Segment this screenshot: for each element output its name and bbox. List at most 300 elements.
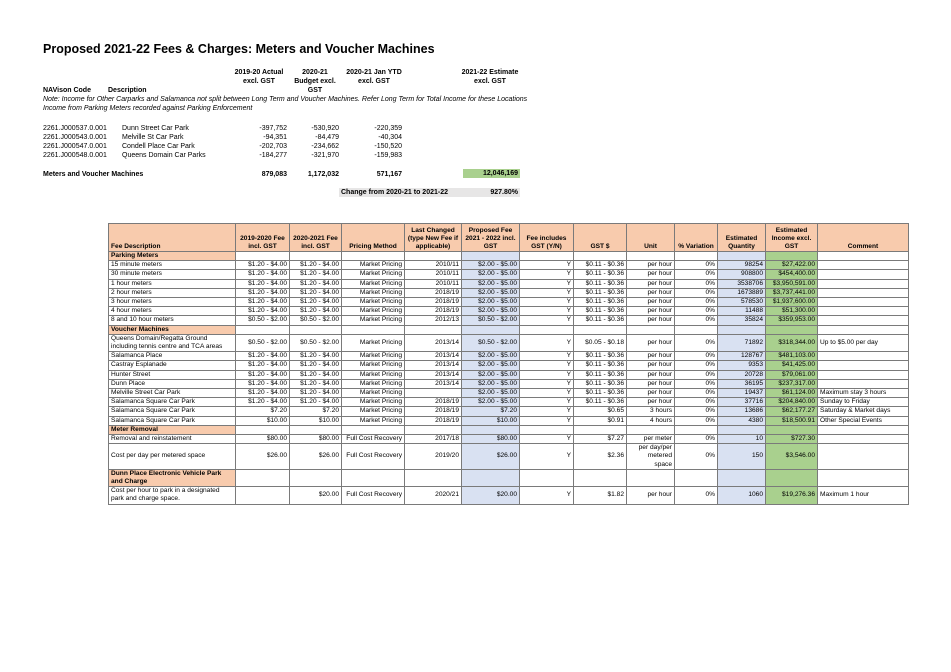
- cell-fee-includes-gst: Y: [520, 298, 574, 307]
- section-empty-cell: [342, 325, 405, 334]
- section-title: Voucher Machines: [109, 325, 236, 334]
- cell-estimated-income: $481,103.00: [766, 352, 818, 361]
- cell-fee-1920: [236, 487, 290, 504]
- cell-gst: $0.11 - $0.36: [574, 298, 627, 307]
- section-empty-cell: [574, 252, 627, 261]
- cell-comment: [818, 307, 909, 316]
- summary-row-code: 2261.J000537.0.001: [43, 125, 107, 132]
- cell-variation: 0%: [675, 361, 718, 370]
- cell-gst: $0.11 - $0.36: [574, 288, 627, 297]
- cell-pricing-method: Full Cost Recovery: [342, 435, 405, 444]
- cell-last-changed: 2012/13: [405, 316, 462, 325]
- cell-pricing-method: Full Cost Recovery: [342, 444, 405, 470]
- cell-last-changed: 2019/20: [405, 444, 462, 470]
- cell-fee-1920: $1.20 - $4.00: [236, 279, 290, 288]
- cell-pricing-method: Market Pricing: [342, 298, 405, 307]
- summary-row-budget: -84,479: [315, 134, 339, 141]
- cell-unit: per hour: [627, 398, 675, 407]
- summary-total-ytd: 571,167: [376, 171, 402, 178]
- cell-variation: 0%: [675, 307, 718, 316]
- cell-proposed-fee: $2.00 - $5.00: [462, 370, 520, 379]
- header-description: Description: [108, 87, 147, 94]
- table-row: [109, 316, 909, 325]
- cell-fee-includes-gst: Y: [520, 279, 574, 288]
- cell-pricing-method: Market Pricing: [342, 370, 405, 379]
- cell-fee-description: Cost per hour to park in a designated park and charge space.: [109, 487, 236, 504]
- cell-estimated-quantity: 71892: [718, 334, 766, 351]
- section-empty-cell: [236, 325, 290, 334]
- table-row: [109, 444, 909, 470]
- cell-estimated-quantity: 19437: [718, 389, 766, 398]
- section-empty-cell: [627, 252, 675, 261]
- cell-pricing-method: Market Pricing: [342, 416, 405, 425]
- table-row: [109, 261, 909, 270]
- cell-pricing-method: Market Pricing: [342, 389, 405, 398]
- cell-last-changed: 2018/19: [405, 307, 462, 316]
- cell-last-changed: 2013/14: [405, 379, 462, 388]
- cell-last-changed: 2018/19: [405, 407, 462, 416]
- table-row: [109, 379, 909, 388]
- cell-comment: [818, 361, 909, 370]
- cell-fee-includes-gst: Y: [520, 416, 574, 425]
- col-pricing-method: Pricing Method: [342, 224, 405, 252]
- cell-variation: 0%: [675, 316, 718, 325]
- cell-estimated-quantity: 3538706: [718, 279, 766, 288]
- summary-change-label: Change from 2020-21 to 2021-22: [339, 188, 456, 197]
- cell-unit: per hour: [627, 288, 675, 297]
- cell-variation: 0%: [675, 407, 718, 416]
- cell-proposed-fee: $7.20: [462, 407, 520, 416]
- cell-pricing-method: Market Pricing: [342, 361, 405, 370]
- table-row: [109, 407, 909, 416]
- cell-gst: $2.36: [574, 444, 627, 470]
- section-empty-cell: [574, 469, 627, 486]
- cell-comment: Maximum stay 3 hours: [818, 389, 909, 398]
- col-unit: Unit: [627, 224, 675, 252]
- summary-row-ytd: -220,359: [374, 125, 402, 132]
- cell-estimated-income: $359,953.00: [766, 316, 818, 325]
- summary-total-actual: 879,083: [261, 171, 287, 178]
- cell-comment: [818, 316, 909, 325]
- cell-unit: per hour: [627, 487, 675, 504]
- cell-last-changed: 2018/19: [405, 416, 462, 425]
- table-row: [109, 416, 909, 425]
- summary-row-description: Condell Place Car Park: [122, 143, 195, 150]
- section-empty-cell: [766, 325, 818, 334]
- cell-fee-1920: $0.50 - $2.00: [236, 316, 290, 325]
- section-empty-cell: [290, 425, 342, 434]
- cell-variation: 0%: [675, 379, 718, 388]
- table-row: [109, 370, 909, 379]
- cell-fee-1920: $1.20 - $4.00: [236, 361, 290, 370]
- cell-unit: per hour: [627, 370, 675, 379]
- cell-gst: $0.11 - $0.36: [574, 361, 627, 370]
- col-estimated-quantity: Estimated Quantity: [718, 224, 766, 252]
- cell-fee-description: Queens Domain/Regatta Ground including tennis centre and TCA areas: [109, 334, 236, 351]
- col-fee-description: Fee Description: [109, 224, 236, 252]
- cell-fee-2021: $1.20 - $4.00: [290, 270, 342, 279]
- cell-gst: $7.27: [574, 435, 627, 444]
- cell-fee-includes-gst: Y: [520, 361, 574, 370]
- cell-comment: Sunday to Friday: [818, 398, 909, 407]
- cell-fee-description: 2 hour meters: [109, 288, 236, 297]
- cell-fee-description: Salamanca Square Car Park: [109, 398, 236, 407]
- cell-estimated-income: $727.30: [766, 435, 818, 444]
- summary-row-description: Queens Domain Car Parks: [122, 152, 206, 159]
- cell-unit: 4 hours: [627, 416, 675, 425]
- cell-proposed-fee: $2.00 - $5.00: [462, 389, 520, 398]
- cell-comment: Maximum 1 hour: [818, 487, 909, 504]
- summary-row-code: 2261.J000547.0.001: [43, 143, 107, 150]
- section-empty-cell: [290, 469, 342, 486]
- cell-estimated-quantity: 9353: [718, 361, 766, 370]
- cell-estimated-quantity: 11488: [718, 307, 766, 316]
- cell-fee-2021: $0.50 - $2.00: [290, 316, 342, 325]
- cell-comment: [818, 352, 909, 361]
- cell-estimated-income: $18,500.91: [766, 416, 818, 425]
- table-row: [109, 298, 909, 307]
- cell-proposed-fee: $2.00 - $5.00: [462, 398, 520, 407]
- cell-estimated-quantity: 20728: [718, 370, 766, 379]
- cell-fee-includes-gst: Y: [520, 487, 574, 504]
- section-title: Parking Meters: [109, 252, 236, 261]
- cell-fee-description: 8 and 10 hour meters: [109, 316, 236, 325]
- cell-fee-2021: $7.20: [290, 407, 342, 416]
- cell-fee-2021: $80.00: [290, 435, 342, 444]
- section-empty-cell: [818, 425, 909, 434]
- cell-comment: [818, 444, 909, 470]
- summary-row-actual: -202,703: [259, 143, 287, 150]
- cell-variation: 0%: [675, 389, 718, 398]
- summary-row-ytd: -150,520: [374, 143, 402, 150]
- cell-fee-1920: $10.00: [236, 416, 290, 425]
- cell-gst: $0.11 - $0.36: [574, 307, 627, 316]
- cell-unit: per hour: [627, 389, 675, 398]
- cell-estimated-quantity: 1673889: [718, 288, 766, 297]
- section-header-row: [109, 325, 909, 334]
- cell-estimated-income: $51,300.00: [766, 307, 818, 316]
- section-empty-cell: [520, 325, 574, 334]
- cell-estimated-income: $62,177.27: [766, 407, 818, 416]
- section-empty-cell: [462, 425, 520, 434]
- cell-unit: per hour: [627, 361, 675, 370]
- summary-row-budget: -321,970: [311, 152, 339, 159]
- cell-fee-1920: $1.20 - $4.00: [236, 389, 290, 398]
- cell-fee-includes-gst: Y: [520, 379, 574, 388]
- section-empty-cell: [236, 469, 290, 486]
- cell-fee-1920: $0.50 - $2.00: [236, 334, 290, 351]
- summary-row-budget: -530,920: [311, 125, 339, 132]
- cell-unit: per hour: [627, 307, 675, 316]
- section-empty-cell: [462, 469, 520, 486]
- cell-proposed-fee: $2.00 - $5.00: [462, 361, 520, 370]
- header-estimate-2122: 2021-22 Estimate excl. GST: [461, 69, 519, 85]
- section-empty-cell: [675, 425, 718, 434]
- section-title: Dunn Place Electronic Vehicle Park and Charge: [109, 469, 236, 486]
- cell-estimated-income: $454,400.00: [766, 270, 818, 279]
- cell-last-changed: 2010/11: [405, 279, 462, 288]
- col-variation: % Variation: [675, 224, 718, 252]
- col-fee-1920: 2019-2020 Fee incl. GST: [236, 224, 290, 252]
- cell-fee-2021: $1.20 - $4.00: [290, 379, 342, 388]
- header-navision-code: NAVison Code: [43, 87, 91, 94]
- cell-fee-1920: $1.20 - $4.00: [236, 352, 290, 361]
- cell-estimated-income: $204,840.00: [766, 398, 818, 407]
- table-row: [109, 487, 909, 504]
- cell-fee-includes-gst: Y: [520, 435, 574, 444]
- cell-proposed-fee: $0.50 - $2.00: [462, 334, 520, 351]
- cell-variation: 0%: [675, 398, 718, 407]
- cell-gst: $0.11 - $0.36: [574, 379, 627, 388]
- summary-total-budget: 1,172,032: [307, 171, 339, 178]
- cell-fee-2021: $1.20 - $4.00: [290, 398, 342, 407]
- cell-proposed-fee: $2.00 - $5.00: [462, 352, 520, 361]
- cell-pricing-method: Market Pricing: [342, 270, 405, 279]
- section-empty-cell: [675, 252, 718, 261]
- cell-fee-includes-gst: Y: [520, 316, 574, 325]
- cell-estimated-quantity: 150: [718, 444, 766, 470]
- cell-fee-includes-gst: Y: [520, 398, 574, 407]
- cell-fee-includes-gst: Y: [520, 288, 574, 297]
- summary-row-description: Melville St Car Park: [122, 134, 184, 141]
- cell-comment: [818, 288, 909, 297]
- cell-last-changed: 2018/19: [405, 398, 462, 407]
- cell-variation: 0%: [675, 279, 718, 288]
- cell-last-changed: 2017/18: [405, 435, 462, 444]
- fees-table: [108, 223, 909, 505]
- section-empty-cell: [766, 469, 818, 486]
- section-empty-cell: [342, 252, 405, 261]
- cell-pricing-method: Market Pricing: [342, 316, 405, 325]
- summary-row-actual: -94,351: [263, 134, 287, 141]
- cell-proposed-fee: $2.00 - $5.00: [462, 298, 520, 307]
- table-row: [109, 288, 909, 297]
- cell-estimated-quantity: 908800: [718, 270, 766, 279]
- summary-change-value: 927.80%: [456, 188, 520, 197]
- section-empty-cell: [675, 469, 718, 486]
- cell-pricing-method: Market Pricing: [342, 352, 405, 361]
- cell-variation: 0%: [675, 435, 718, 444]
- cell-comment: [818, 270, 909, 279]
- cell-proposed-fee: $10.00: [462, 416, 520, 425]
- table-row: [109, 435, 909, 444]
- cell-gst: $0.11 - $0.36: [574, 389, 627, 398]
- cell-unit: per hour: [627, 298, 675, 307]
- cell-estimated-quantity: 128767: [718, 352, 766, 361]
- cell-estimated-income: $3,950,591.00: [766, 279, 818, 288]
- cell-gst: $0.05 - $0.18: [574, 334, 627, 351]
- cell-comment: [818, 379, 909, 388]
- table-row: [109, 389, 909, 398]
- cell-fee-1920: $1.20 - $4.00: [236, 370, 290, 379]
- summary-total-estimate: 12,046,169: [463, 169, 520, 178]
- cell-comment: Other Special Events: [818, 416, 909, 425]
- section-empty-cell: [405, 325, 462, 334]
- cell-comment: [818, 279, 909, 288]
- header-ytd-2021: 2020-21 Jan YTD excl. GST: [346, 69, 402, 85]
- cell-variation: 0%: [675, 444, 718, 470]
- cell-unit: per hour: [627, 316, 675, 325]
- cell-fee-1920: $26.00: [236, 444, 290, 470]
- cell-gst: $0.11 - $0.36: [574, 316, 627, 325]
- cell-last-changed: 2013/14: [405, 352, 462, 361]
- cell-fee-includes-gst: Y: [520, 444, 574, 470]
- cell-fee-1920: $1.20 - $4.00: [236, 270, 290, 279]
- cell-estimated-income: $3,546.00: [766, 444, 818, 470]
- summary-total-label: Meters and Voucher Machines: [43, 171, 144, 178]
- cell-unit: per hour: [627, 270, 675, 279]
- cell-unit: 3 hours: [627, 407, 675, 416]
- cell-fee-1920: $1.20 - $4.00: [236, 261, 290, 270]
- header-actual-1920: 2019-20 Actual excl. GST: [234, 69, 284, 85]
- cell-last-changed: 2010/11: [405, 261, 462, 270]
- cell-fee-description: Dunn Place: [109, 379, 236, 388]
- cell-gst: $0.11 - $0.36: [574, 270, 627, 279]
- cell-fee-1920: $1.20 - $4.00: [236, 298, 290, 307]
- cell-comment: Up to $5.00 per day: [818, 334, 909, 351]
- cell-gst: $0.91: [574, 416, 627, 425]
- header-budget-2021: 2020-21 Budget excl. GST: [294, 69, 336, 94]
- cell-estimated-quantity: 1060: [718, 487, 766, 504]
- summary-note-1: Note: Income for Other Carparks and Salamanca not split between Long Term and Voucher Machines. Refer Long Term for Total Income for these Locations: [43, 96, 528, 103]
- section-empty-cell: [342, 469, 405, 486]
- cell-unit: per hour: [627, 261, 675, 270]
- summary-row-ytd: -40,304: [378, 134, 402, 141]
- summary-row-description: Dunn Street Car Park: [122, 125, 189, 132]
- section-empty-cell: [766, 425, 818, 434]
- cell-fee-1920: $1.20 - $4.00: [236, 379, 290, 388]
- cell-fee-1920: $1.20 - $4.00: [236, 398, 290, 407]
- cell-fee-2021: $1.20 - $4.00: [290, 361, 342, 370]
- cell-fee-includes-gst: Y: [520, 261, 574, 270]
- cell-fee-includes-gst: Y: [520, 389, 574, 398]
- cell-pricing-method: Market Pricing: [342, 261, 405, 270]
- section-empty-cell: [627, 469, 675, 486]
- cell-fee-2021: $1.20 - $4.00: [290, 389, 342, 398]
- cell-estimated-income: $27,422.00: [766, 261, 818, 270]
- cell-proposed-fee: $20.00: [462, 487, 520, 504]
- cell-fee-description: Removal and reinstatement: [109, 435, 236, 444]
- section-header-row: [109, 469, 909, 486]
- cell-unit: per hour: [627, 352, 675, 361]
- cell-fee-2021: $10.00: [290, 416, 342, 425]
- cell-gst: $0.65: [574, 407, 627, 416]
- cell-fee-description: Castray Esplanade: [109, 361, 236, 370]
- cell-pricing-method: Market Pricing: [342, 307, 405, 316]
- cell-proposed-fee: $2.00 - $5.00: [462, 270, 520, 279]
- cell-variation: 0%: [675, 416, 718, 425]
- cell-last-changed: [405, 389, 462, 398]
- cell-comment: [818, 435, 909, 444]
- cell-last-changed: 2013/14: [405, 370, 462, 379]
- section-empty-cell: [818, 325, 909, 334]
- summary-row-actual: -184,277: [259, 152, 287, 159]
- summary-row-code: 2261.J000543.0.001: [43, 134, 107, 141]
- cell-pricing-method: Market Pricing: [342, 334, 405, 351]
- section-empty-cell: [718, 469, 766, 486]
- section-empty-cell: [520, 425, 574, 434]
- cell-estimated-quantity: 10: [718, 435, 766, 444]
- cell-fee-2021: $0.50 - $2.00: [290, 334, 342, 351]
- cell-variation: 0%: [675, 487, 718, 504]
- cell-fee-description: 1 hour meters: [109, 279, 236, 288]
- table-row: [109, 398, 909, 407]
- cell-proposed-fee: $2.00 - $5.00: [462, 307, 520, 316]
- cell-unit: per day/per metered space: [627, 444, 675, 470]
- section-empty-cell: [718, 252, 766, 261]
- cell-variation: 0%: [675, 298, 718, 307]
- section-empty-cell: [462, 252, 520, 261]
- cell-proposed-fee: $80.00: [462, 435, 520, 444]
- cell-fee-description: 3 hour meters: [109, 298, 236, 307]
- cell-unit: per hour: [627, 279, 675, 288]
- section-empty-cell: [462, 325, 520, 334]
- col-last-changed: Last Changed (type New Fee if applicable): [405, 224, 462, 252]
- section-title: Meter Removal: [109, 425, 236, 434]
- cell-proposed-fee: $2.00 - $5.00: [462, 279, 520, 288]
- cell-comment: Saturday & Market days: [818, 407, 909, 416]
- cell-comment: [818, 370, 909, 379]
- cell-last-changed: 2018/19: [405, 288, 462, 297]
- cell-estimated-income: $3,737,441.00: [766, 288, 818, 297]
- cell-variation: 0%: [675, 261, 718, 270]
- cell-variation: 0%: [675, 288, 718, 297]
- cell-last-changed: 2013/14: [405, 361, 462, 370]
- cell-estimated-income: $79,061.00: [766, 370, 818, 379]
- cell-estimated-income: $1,937,600.00: [766, 298, 818, 307]
- cell-pricing-method: Market Pricing: [342, 279, 405, 288]
- table-row: [109, 352, 909, 361]
- cell-fee-description: Salamanca Square Car Park: [109, 407, 236, 416]
- cell-fee-includes-gst: Y: [520, 334, 574, 351]
- section-empty-cell: [675, 325, 718, 334]
- table-row: [109, 361, 909, 370]
- cell-last-changed: 2020/21: [405, 487, 462, 504]
- section-empty-cell: [574, 425, 627, 434]
- cell-variation: 0%: [675, 370, 718, 379]
- page-title: Proposed 2021-22 Fees & Charges: Meters and Voucher Machines: [43, 42, 435, 56]
- cell-estimated-quantity: 4380: [718, 416, 766, 425]
- cell-fee-description: Hunter Street: [109, 370, 236, 379]
- section-empty-cell: [290, 252, 342, 261]
- cell-fee-2021: $20.00: [290, 487, 342, 504]
- cell-pricing-method: Market Pricing: [342, 379, 405, 388]
- cell-estimated-quantity: 36195: [718, 379, 766, 388]
- section-empty-cell: [818, 469, 909, 486]
- cell-fee-1920: $1.20 - $4.00: [236, 307, 290, 316]
- cell-proposed-fee: $26.00: [462, 444, 520, 470]
- cell-fee-description: Melville Street Car Park: [109, 389, 236, 398]
- cell-variation: 0%: [675, 352, 718, 361]
- cell-estimated-quantity: 13686: [718, 407, 766, 416]
- cell-gst: $0.11 - $0.36: [574, 352, 627, 361]
- cell-pricing-method: Market Pricing: [342, 288, 405, 297]
- summary-row-code: 2261.J000548.0.001: [43, 152, 107, 159]
- section-empty-cell: [405, 469, 462, 486]
- cell-fee-includes-gst: Y: [520, 370, 574, 379]
- col-proposed-fee: Proposed Fee 2021 - 2022 incl. GST: [462, 224, 520, 252]
- cell-estimated-income: $19,276.36: [766, 487, 818, 504]
- table-row: [109, 270, 909, 279]
- summary-row-ytd: -159,983: [374, 152, 402, 159]
- cell-unit: per hour: [627, 379, 675, 388]
- cell-unit: per meter: [627, 435, 675, 444]
- cell-fee-2021: $1.20 - $4.00: [290, 288, 342, 297]
- cell-fee-includes-gst: Y: [520, 352, 574, 361]
- col-fee-includes-gst: Fee includes GST (Y/N): [520, 224, 574, 252]
- cell-estimated-quantity: 35824: [718, 316, 766, 325]
- section-empty-cell: [718, 425, 766, 434]
